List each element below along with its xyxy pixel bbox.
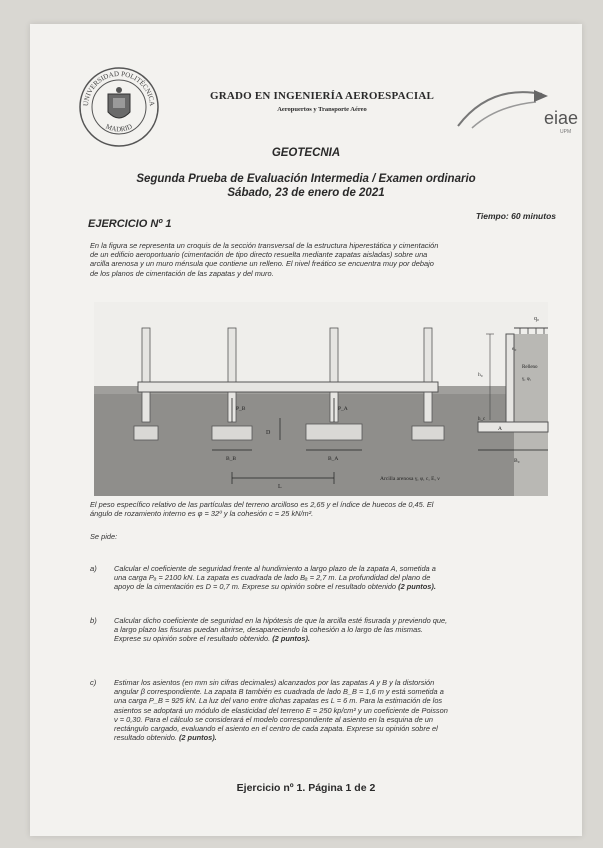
- question-a: [114, 564, 558, 592]
- intro-paragraph: [90, 241, 558, 278]
- subject-title: GEOTECNIA: [271, 147, 341, 159]
- label-h0: h₀: [478, 372, 483, 378]
- column: [142, 328, 150, 422]
- question-line: Calcular dicho coeficiente de seguridad en la hipótesis de que la arcilla esté fisurada y previendo que,: [114, 616, 448, 625]
- intro-line: arcilla arenosa y un muro ménsula que contiene un relleno. El nivel freático se encuentra muy por debajo: [90, 259, 434, 269]
- eiae-logo-icon: [450, 80, 578, 136]
- university-seal-icon: [78, 66, 160, 148]
- question-line: rectángulo cargado, evaluando el asiento en el centro de cada zapata. Exprese su opinión sobre el: [114, 724, 438, 734]
- label-ba: B_A: [328, 456, 339, 462]
- question-text: Exprese su opinión sobre el resultado obtenido.: [114, 634, 271, 644]
- question-c: [114, 678, 558, 742]
- footing-a: [306, 424, 362, 440]
- exam-date: Sábado, 23 de enero de 2021: [227, 187, 385, 199]
- label-q0: q₀: [534, 316, 540, 322]
- time-label: Tiempo: 60 minutos: [475, 211, 556, 221]
- properties-line: ángulo de rozamiento interno es φ = 32º y la cohesión c = 25 kN/m².: [90, 509, 314, 519]
- structure-figure: [94, 302, 586, 496]
- properties-line: El peso específico relativo de las partículas del terreno arcilloso es 2,65 y el índice de huecos de 0,45. El: [90, 500, 434, 509]
- exam-title: [30, 172, 582, 200]
- question-a-label: a): [90, 564, 97, 573]
- label-a: A: [498, 426, 502, 432]
- question-points: (2 puntos).: [398, 582, 436, 592]
- question-points: (2 puntos).: [178, 733, 217, 743]
- label-hc: h_c: [478, 417, 486, 422]
- ask-label: Se pide:: [90, 532, 118, 541]
- beam: [138, 382, 438, 392]
- seal-text-top: UNIVERSIDAD POLITÉCNICA: [81, 69, 157, 107]
- page-footer: Ejercicio nº 1. Página 1 de 2: [236, 782, 376, 794]
- eiae-logo-text: eiae: [544, 108, 578, 128]
- question-line: [114, 582, 558, 591]
- question-text: apoyo de la cimentación es D = 0,7 m. Exprese su opinión sobre el resultado obtenido: [114, 582, 397, 592]
- footing-b: [212, 426, 252, 440]
- exam-title-line1: Segunda Prueba de Evaluación Intermedia / Examen ordinario: [136, 173, 476, 185]
- question-line: Calcular el coeficiente de seguridad frente al hundimiento a largo plazo de la zapata A, sometida a: [114, 564, 436, 573]
- label-pa: P_A: [338, 406, 348, 412]
- footing: [134, 426, 158, 440]
- question-line: asientos se adoptará un módulo de elasticidad del terreno E = 250 kp/cm² y un coeficiente de Poisson: [114, 705, 448, 715]
- question-b-label: b): [90, 616, 97, 625]
- question-line: angular β correspondiente. La zapata B también es cuadrada de lado B_B = 1,6 m y está sometida a: [114, 687, 444, 697]
- intro-line: En la figura se representa un croquis de la sección transversal de la estructura hiperestática y cimentación: [90, 241, 439, 250]
- label-soil: Arcilla arenosa γ, φ, c, E, ν: [380, 476, 440, 482]
- intro-line: de los planos de cimentación de las zapatas y del muro.: [90, 268, 274, 278]
- exam-page: [30, 24, 582, 836]
- column: [424, 328, 432, 422]
- question-line: a largo plazo las fisuras puedan abrirse, desapareciendo la cohesión a lo largo de las mismas.: [114, 625, 423, 635]
- label-l: L: [278, 484, 282, 490]
- label-b0: B₀: [514, 458, 520, 464]
- question-c-label: c): [90, 678, 97, 687]
- intro-line: de un edificio aeroportuario (cimentación de tipo directo resuelta mediante zapatas aisladas) sobre una: [90, 250, 428, 260]
- question-b: [114, 616, 558, 644]
- wall-footing: [478, 422, 548, 432]
- label-relleno-props: γ, φ,: [522, 377, 531, 382]
- exercise-label: EJERCICIO Nº 1: [88, 218, 172, 230]
- university-subtitle: Aeropuertos y Transporte Aéreo: [277, 106, 367, 113]
- label-bb: B_B: [226, 456, 237, 462]
- question-line: [114, 634, 558, 643]
- question-line: Estimar los asientos (en mm sin cifras decimales) alcanzados por las zapatas A y B y la distorsión: [114, 678, 435, 687]
- label-d: D: [266, 430, 271, 436]
- question-line: una carga P_B = 925 kN. La luz del vano entre dichas zapatas es L = 6 m. Para la estimación de los: [114, 696, 443, 706]
- label-e0: e₀: [512, 346, 517, 352]
- soil-properties: [90, 500, 558, 518]
- seal-text-bottom: MADRID: [104, 122, 134, 134]
- question-line: una carga Pₐ = 2100 kN. La zapata es cuadrada de lado Bₐ = 2,7 m. La profundidad del plano de: [114, 573, 431, 583]
- question-text: resultado obtenido.: [114, 733, 177, 743]
- label-relleno: Relleno: [522, 365, 538, 370]
- question-line: ν = 0,30. Para el cálculo se considerará el modelo correspondiente al asiento en la esquina de un: [114, 714, 434, 724]
- label-pb: P_B: [236, 406, 246, 412]
- question-line: [114, 733, 558, 742]
- eiae-logo-subtext: UPM: [560, 129, 572, 135]
- soil-mass: [94, 392, 548, 496]
- footing: [412, 426, 444, 440]
- question-points: (2 puntos).: [272, 634, 310, 644]
- backfill: [514, 334, 548, 496]
- university-title: GRADO EN INGENIERÍA AEROESPACIAL: [209, 90, 435, 102]
